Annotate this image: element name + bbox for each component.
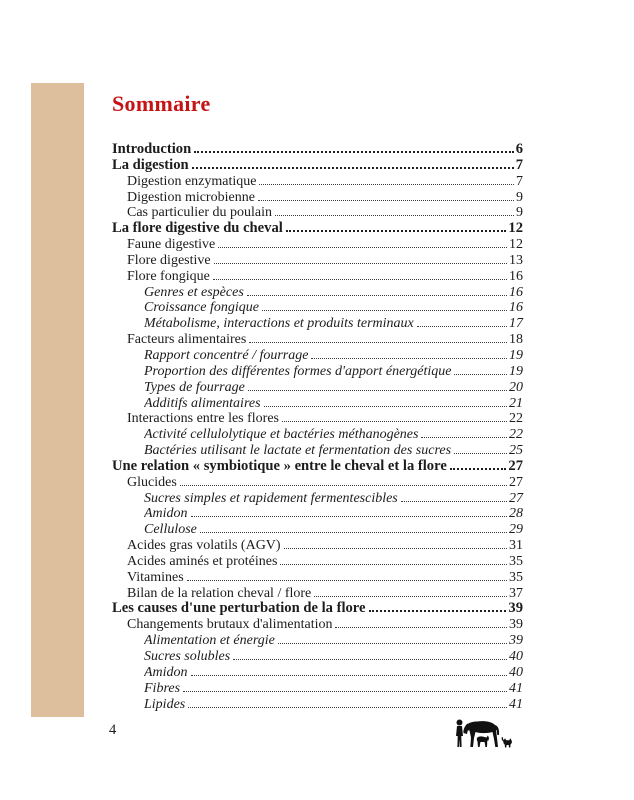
toc-entry[interactable] xyxy=(112,475,523,491)
toc-entry[interactable] xyxy=(112,316,523,332)
dot-leader xyxy=(248,390,507,391)
dot-leader xyxy=(194,151,513,153)
toc-entry-page: 39 xyxy=(509,633,523,649)
toc-entry-page: 19 xyxy=(509,363,523,379)
dot-leader xyxy=(180,485,507,486)
toc-entry[interactable] xyxy=(112,522,523,538)
toc-entry-page: 31 xyxy=(509,538,523,554)
toc-entry[interactable] xyxy=(112,174,523,190)
dot-leader xyxy=(450,468,507,470)
toc-entry[interactable] xyxy=(112,586,523,602)
toc-entry[interactable] xyxy=(112,332,523,348)
toc-entry[interactable] xyxy=(112,697,523,713)
toc-entry-page: 35 xyxy=(509,569,523,585)
dot-leader xyxy=(259,184,514,185)
dot-leader xyxy=(262,310,507,311)
toc-entry-page: 40 xyxy=(509,664,523,680)
dot-leader xyxy=(369,610,507,612)
dot-leader xyxy=(284,548,507,549)
toc-entry-label: La flore digestive du cheval xyxy=(112,221,283,237)
toc-entry-page: 27 xyxy=(508,457,523,474)
toc-entry[interactable] xyxy=(112,506,523,522)
toc-entry[interactable] xyxy=(112,380,523,396)
toc-entry-label: Sucres solubles xyxy=(144,649,231,664)
toc-entry[interactable] xyxy=(112,158,523,174)
toc-entry[interactable] xyxy=(112,681,523,697)
dot-leader xyxy=(286,230,507,232)
toc-entry[interactable] xyxy=(112,396,523,412)
toc-entry-label: La digestion xyxy=(112,157,189,173)
toc-entry-label: Sucres simples et rapidement fermentescibles xyxy=(144,490,398,506)
toc-entry-label: Glucides xyxy=(127,474,177,490)
toc-entry-page: 7 xyxy=(516,173,523,189)
toc-entry-page: 21 xyxy=(509,395,523,411)
toc-entry-page: 17 xyxy=(509,316,523,332)
toc-entry-label: Vitamines xyxy=(127,569,184,585)
dot-leader xyxy=(233,659,507,660)
toc-entry-label: Bactéries utilisant le lactate et fermentation des sucres xyxy=(144,443,452,459)
toc-entry-page: 7 xyxy=(515,156,523,173)
toc-entry[interactable] xyxy=(112,190,523,206)
toc-entry-page: 37 xyxy=(509,585,523,601)
toc-entry-page: 16 xyxy=(509,284,523,300)
toc-entry-label: Croissance fongique xyxy=(144,300,259,316)
toc-entry[interactable] xyxy=(112,364,523,380)
dot-leader xyxy=(188,707,507,708)
toc-entry-page: 13 xyxy=(509,252,523,268)
dot-leader xyxy=(282,421,507,422)
dot-leader xyxy=(214,263,507,264)
toc-entry[interactable] xyxy=(112,443,523,459)
dot-leader xyxy=(278,643,507,644)
toc-entry-page: 6 xyxy=(515,141,523,157)
toc-entry[interactable] xyxy=(112,348,523,364)
toc-entry[interactable] xyxy=(112,538,523,554)
toc-entry-page: 9 xyxy=(516,205,523,221)
toc-entry-page: 20 xyxy=(509,379,523,395)
toc-entry-label: Interactions entre les flores xyxy=(127,411,279,427)
toc-entry-label: Digestion enzymatique xyxy=(127,173,257,189)
toc-entry-page: 22 xyxy=(509,427,523,443)
dot-leader xyxy=(192,167,514,169)
toc-entry[interactable] xyxy=(112,427,523,443)
toc-entry[interactable] xyxy=(112,269,523,285)
horse-person-cat-icon xyxy=(452,716,512,751)
toc-entry-page: 22 xyxy=(509,411,523,427)
toc-entry-label: Proportion des différentes formes d'apport énergétique xyxy=(144,363,452,379)
toc-entry-label: Métabolisme, interactions et produits terminaux xyxy=(144,316,414,332)
toc-entry-page: 35 xyxy=(509,553,523,569)
toc-entry[interactable] xyxy=(112,633,523,649)
dot-leader xyxy=(421,437,507,438)
toc-entry[interactable] xyxy=(112,601,523,617)
dot-leader xyxy=(258,200,514,201)
toc-entry[interactable] xyxy=(112,411,523,427)
dot-leader xyxy=(417,326,507,327)
toc-entry-label: Bilan de la relation cheval / flore xyxy=(127,585,312,601)
toc-entry-label: Les causes d'une perturbation de la flore xyxy=(112,601,366,617)
toc-entry-label: Cas particulier du poulain xyxy=(127,205,273,221)
toc-entry-page: 12 xyxy=(509,237,523,253)
toc-entry-page: 9 xyxy=(516,189,523,205)
dot-leader xyxy=(335,627,507,628)
dot-leader xyxy=(200,532,507,533)
toc-entry-label: Introduction xyxy=(112,142,192,157)
toc-entry-page: 16 xyxy=(509,268,523,284)
toc-entry-page: 19 xyxy=(509,347,523,363)
toc-entry-page: 18 xyxy=(509,332,523,348)
toc-entry[interactable] xyxy=(112,649,523,665)
toc-entry[interactable] xyxy=(112,285,523,301)
toc-entry-label: Digestion microbienne xyxy=(127,189,255,205)
toc-entry-label: Alimentation et énergie xyxy=(144,633,275,649)
toc-entry-label: Activité cellulolytique et bactéries méthanogènes xyxy=(144,427,419,443)
dot-leader xyxy=(247,295,507,296)
toc-entry-label: Flore fongique xyxy=(127,268,210,284)
toc-entry-page: 29 xyxy=(509,522,523,538)
dot-leader xyxy=(191,675,507,676)
toc-entry-label: Facteurs alimentaires xyxy=(127,332,247,348)
toc-entry[interactable] xyxy=(112,665,523,681)
sidebar-accent-bar xyxy=(31,83,84,717)
dot-leader xyxy=(275,215,514,216)
toc-entry-label: Une relation « symbiotique » entre le cheval et la flore xyxy=(112,458,447,474)
toc-entry[interactable] xyxy=(112,617,523,633)
toc-entry-page: 27 xyxy=(509,474,523,490)
toc-entry-page: 41 xyxy=(509,696,523,712)
dot-leader xyxy=(213,279,507,280)
toc-entry[interactable] xyxy=(112,253,523,269)
toc-entry-label: Genres et espèces xyxy=(144,284,244,300)
toc-entry-label: Flore digestive xyxy=(127,252,211,268)
toc-entry-label: Fibres xyxy=(144,680,181,696)
toc-entry-page: 40 xyxy=(509,649,523,664)
dot-leader xyxy=(218,247,507,248)
toc-entry-page: 39 xyxy=(508,600,523,617)
toc-entry-page: 12 xyxy=(508,220,523,237)
dot-leader xyxy=(311,358,507,359)
dot-leader xyxy=(454,453,507,454)
toc-entry-page: 16 xyxy=(509,300,523,316)
toc-entry-label: Acides aminés et protéines xyxy=(127,553,278,569)
toc-entry-page: 28 xyxy=(509,506,523,522)
toc-list xyxy=(112,142,523,712)
toc-entry[interactable] xyxy=(112,300,523,316)
toc-entry-page: 25 xyxy=(509,443,523,459)
toc-entry-label: Faune digestive xyxy=(127,237,216,253)
footer-page-number: 4 xyxy=(109,722,117,738)
toc-entry-label: Cellulose xyxy=(144,522,197,538)
toc-entry[interactable] xyxy=(112,554,523,570)
dot-leader xyxy=(454,374,507,375)
toc-entry[interactable] xyxy=(112,205,523,221)
toc-entry[interactable] xyxy=(112,221,523,237)
toc-entry[interactable] xyxy=(112,142,523,158)
dot-leader xyxy=(314,596,507,597)
toc-entry[interactable] xyxy=(112,570,523,586)
dot-leader xyxy=(187,580,507,581)
toc-entry-page: 39 xyxy=(509,617,523,633)
dot-leader xyxy=(264,406,507,407)
toc-entry-page: 27 xyxy=(509,490,523,506)
toc-entry-label: Amidon xyxy=(144,506,188,522)
toc-entry-label: Amidon xyxy=(144,664,188,680)
toc-entry[interactable] xyxy=(112,459,523,475)
toc-entry-label: Additifs alimentaires xyxy=(144,395,261,411)
dot-leader xyxy=(191,516,507,517)
toc-entry-label: Acides gras volatils (AGV) xyxy=(127,538,281,554)
dot-leader xyxy=(280,564,507,565)
toc-entry-label: Rapport concentré / fourrage xyxy=(144,347,309,363)
toc-entry-label: Changements brutaux d'alimentation xyxy=(127,617,333,633)
toc-entry[interactable] xyxy=(112,491,523,507)
toc-entry[interactable] xyxy=(112,237,523,253)
toc-entry-label: Lipides xyxy=(144,696,186,712)
dot-leader xyxy=(183,691,507,692)
page-title: Sommaire xyxy=(112,90,211,116)
dot-leader xyxy=(401,501,507,502)
toc-entry-label: Types de fourrage xyxy=(144,379,245,395)
dot-leader xyxy=(249,342,507,343)
toc-entry-page: 41 xyxy=(509,680,523,696)
